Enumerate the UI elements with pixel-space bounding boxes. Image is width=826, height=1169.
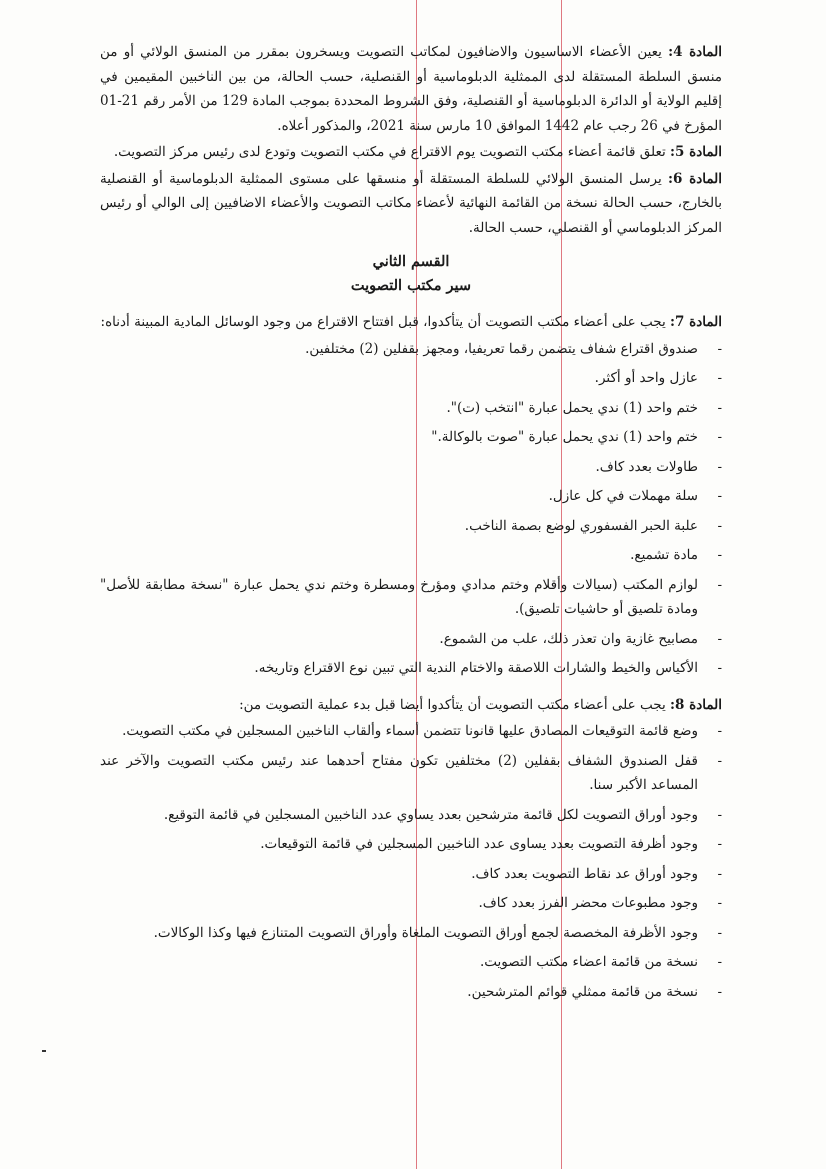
list-item: - طاولات بعدد كاف. <box>100 455 722 480</box>
list-item: - وضع قائمة التوقيعات المصادق عليها قانونا تتضمن أسماء وألقاب الناخبين المسجلين في مكتب التصويت. <box>100 719 722 744</box>
article-8 <box>100 693 722 718</box>
list-item: - وجود الأظرفة المخصصة لجمع أوراق التصويت الملغاة وأوراق التصويت المتنازع فيها وكذا الوكالات. <box>100 921 722 946</box>
list-item: - ختم واحد (1) ندي يحمل عبارة "صوت بالوكالة." <box>100 425 722 450</box>
article-text: يجب على أعضاء مكتب التصويت أن يتأكدوا، قبل افتتاح الاقتراع من وجود الوسائل المادية المبينة أدناه: <box>100 314 666 330</box>
list-item: - مادة تشميع. <box>100 543 722 568</box>
scan-mark <box>42 1050 46 1052</box>
section-title: القسم الثاني <box>372 253 450 270</box>
section-subtitle: سير مكتب التصويت <box>350 277 472 294</box>
article-5 <box>100 140 722 165</box>
list-item: - سلة مهملات في كل عازل. <box>100 484 722 509</box>
article-7 <box>100 310 722 335</box>
list-item: - وجود أظرفة التصويت بعدد يساوى عدد الناخبين المسجلين في قائمة التوقيعات. <box>100 832 722 857</box>
list-item: - قفل الصندوق الشفاف بقفلين (2) مختلفين تكون مفتاح أحدهما عند رئيس مكتب التصويت والآخر عند المساعد الأكبر سنا. <box>100 749 722 798</box>
article-text: تعلق قائمة أعضاء مكتب التصويت يوم الاقتراع في مكتب التصويت وتودع لدى رئيس مركز التصويت. <box>113 144 666 160</box>
list-item: - وجود مطبوعات محضر الفرز بعدد كاف. <box>100 891 722 916</box>
list-item: - علبة الحبر الفسفوري لوضع بصمة الناخب. <box>100 514 722 539</box>
article-text: يرسل المنسق الولائي للسلطة المستقلة أو منسقها على مستوى الممثلية الدبلوماسية أو القنصلية بالخارج، حسب الحالة نسخة من القائمة النهائية لأعضاء مكاتب التصويت والأعضاء الاضافيين إلى الوالي أو رئيس المركز الدبلوماسي أو القنصلي، حسب الحالة. <box>100 170 722 236</box>
article-7-list <box>100 337 722 681</box>
list-item: - نسخة من قائمة اعضاء مكتب التصويت. <box>100 950 722 975</box>
article-8-list <box>100 719 722 1004</box>
list-item: - صندوق اقتراع شفاف يتضمن رقما تعريفيا، ومجهز بقفلين (2) مختلفين. <box>100 337 722 362</box>
list-item: - لوازم المكتب (سيالات وأقلام وختم مدادي ومؤرخ ومسطرة وختم ندي يحمل عبارة "نسخة مطابقة للأصل" ومادة تلصيق أو حاشيات تلصيق). <box>100 573 722 622</box>
list-item: - نسخة من قائمة ممثلي قوائم المترشحين. <box>100 980 722 1005</box>
article-6 <box>100 167 722 241</box>
article-label: المادة 8: <box>670 696 722 713</box>
list-item: - الأكياس والخيط والشارات اللاصقة والاختام الندية التي تبين نوع الاقتراع وتاريخه. <box>100 656 722 681</box>
list-item: - مصابيح غازية وان تعذر ذلك، علب من الشموع. <box>100 627 722 652</box>
article-4 <box>100 40 722 138</box>
article-label: المادة 6: <box>668 170 722 187</box>
list-item: - عازل واحد أو أكثر. <box>100 366 722 391</box>
document-page <box>100 40 722 1016</box>
article-label: المادة 5: <box>670 144 722 160</box>
list-item: - وجود أوراق عد نقاط التصويت بعدد كاف. <box>100 862 722 887</box>
article-label: المادة 4: <box>668 44 722 60</box>
article-text: يجب على أعضاء مكتب التصويت أن يتأكدوا أيضا قبل بدء عملية التصويت من: <box>239 696 666 713</box>
article-label: المادة 7: <box>670 314 722 330</box>
list-item: - ختم واحد (1) ندي يحمل عبارة "انتخب (ت)". <box>100 396 722 421</box>
list-item: - وجود أوراق التصويت لكل قائمة مترشحين بعدد يساوي عدد الناخبين المسجلين في قائمة التوقيع. <box>100 803 722 828</box>
article-text: يعين الأعضاء الاساسيون والاضافيون لمكاتب التصويت ويسخرون بمقرر من المنسق الولائي أو من منسق السلطة المستقلة لدى الممثلية الدبلوماسية أو القنصلية، حسب الحالة، من بين الناخبين المقيمين في إقليم الولاية أو الدائرة الدبلوماسية أو القنصلية، وفق الشروط المحددة بموجب المادة 129 من الأمر رقم 21-01 المؤرخ في 26 رجب عام 1442 الموافق 10 مارس سنة 2021، والمذكور أعلاه. <box>100 44 722 134</box>
